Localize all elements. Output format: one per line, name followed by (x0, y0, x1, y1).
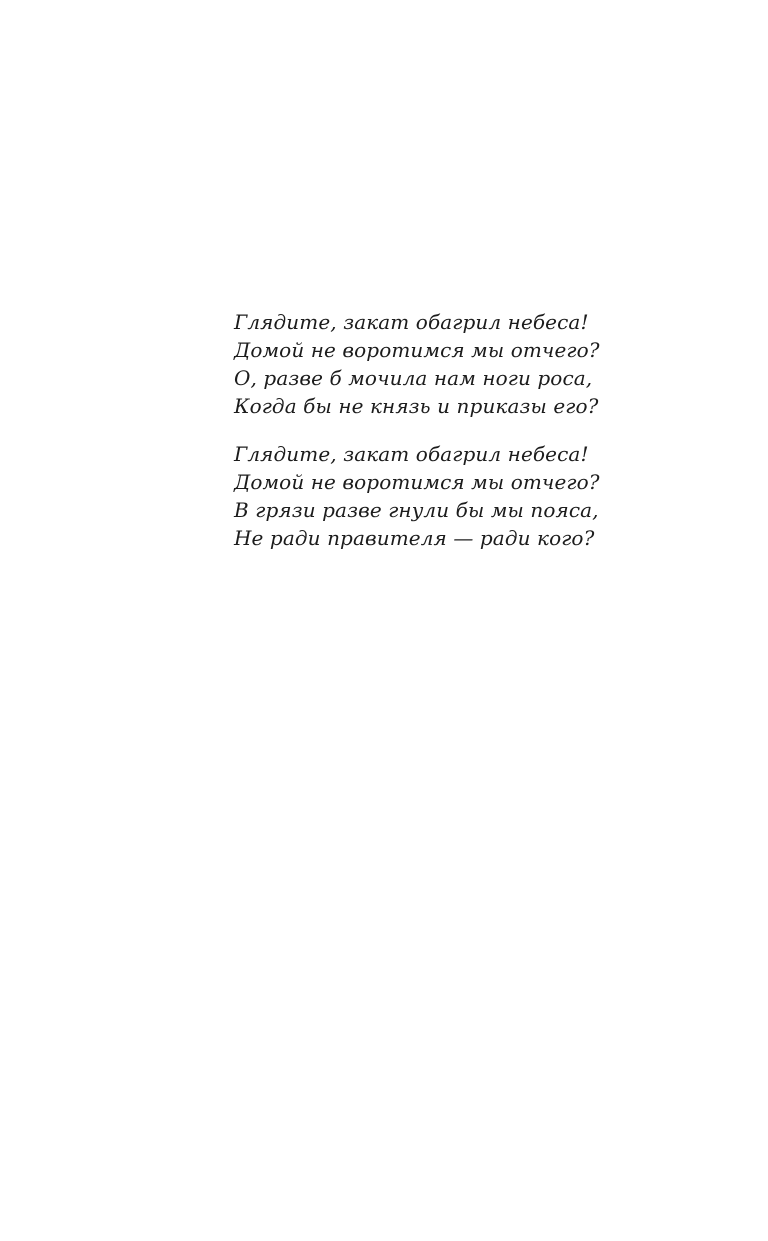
stanza-2 (234, 440, 694, 552)
poem-line: Глядите, закат обагрил небеса! (234, 310, 589, 334)
poem-line: Домой не воротимся мы отчего? (234, 338, 600, 362)
poem-line: Когда бы не князь и приказы его? (234, 394, 599, 418)
poem-line: Домой не воротимся мы отчего? (234, 470, 600, 494)
poem-line: О, разве б мочила нам ноги роса, (234, 366, 593, 390)
poem (234, 308, 694, 572)
stanza-1 (234, 308, 694, 420)
poem-line: Глядите, закат обагрил небеса! (234, 442, 589, 466)
poem-line: В грязи разве гнули бы мы пояса, (234, 498, 599, 522)
poem-line: Не ради правителя — ради кого? (234, 526, 595, 550)
